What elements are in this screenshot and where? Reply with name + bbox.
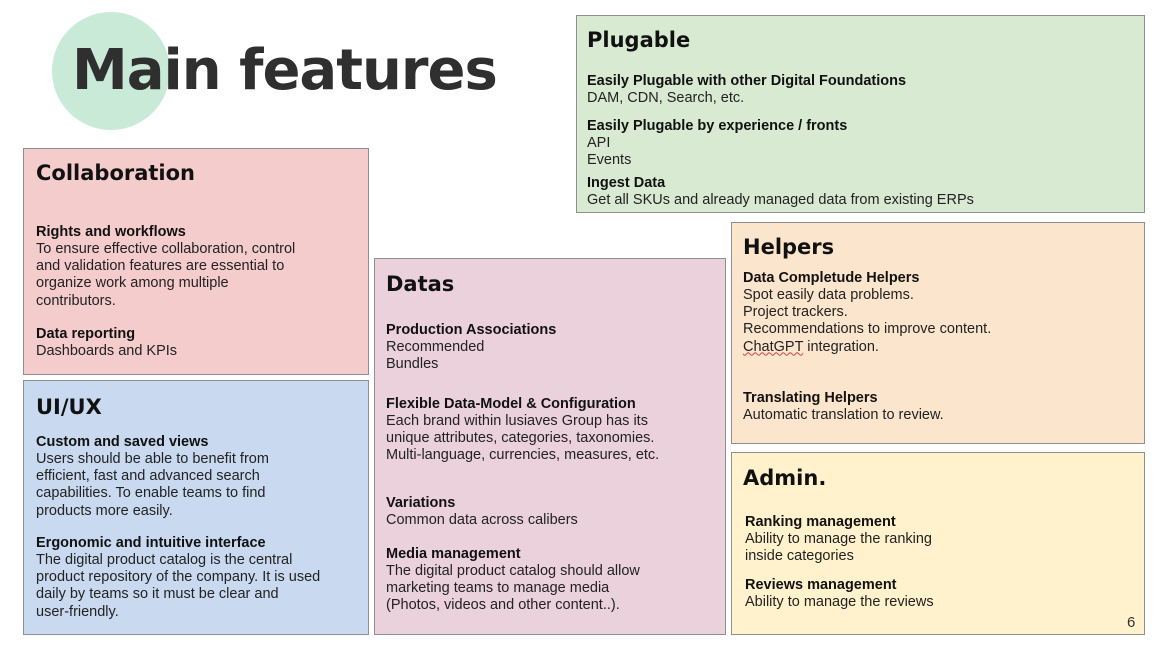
helpers-card: [731, 222, 1145, 444]
feature-item: [386, 396, 659, 465]
feature-text: DAM, CDN, Search, etc.: [587, 90, 745, 106]
feature-text: Dashboards and KPIs: [36, 343, 178, 359]
feature-text: daily by teams so it must be clear and: [36, 586, 279, 603]
feature-item: [36, 434, 269, 520]
feature-title: Data Completude Helpers: [743, 270, 920, 286]
feature-title: Ranking management: [745, 514, 896, 530]
card-heading: Datas: [386, 272, 455, 296]
card-heading: Helpers: [743, 235, 835, 259]
feature-item: [36, 224, 295, 310]
feature-title: Variations: [386, 495, 456, 511]
feature-title: Custom and saved views: [36, 434, 209, 450]
plugable-card: [576, 15, 1145, 213]
datas-card: [374, 258, 726, 635]
collaboration-card: [23, 148, 369, 375]
admin-card: [731, 452, 1145, 635]
feature-title: Translating Helpers: [743, 390, 878, 406]
feature-text: products more easily.: [36, 502, 173, 519]
feature-text: efficient, fast and advanced search: [36, 468, 260, 485]
feature-text: contributors.: [36, 292, 116, 309]
feature-text: and validation features are essential to: [36, 258, 285, 275]
page-number: 6: [1127, 614, 1136, 631]
feature-title: Reviews management: [745, 577, 897, 593]
feature-title: Easily Plugable by experience / fronts: [587, 118, 848, 134]
feature-text: capabilities. To enable teams to find: [36, 485, 266, 502]
feature-text: Recommendations to improve content.: [743, 321, 992, 338]
uiux-card: [23, 380, 369, 635]
feature-title: Flexible Data-Model & Configuration: [386, 396, 636, 412]
feature-item: [745, 514, 932, 565]
feature-text: unique attributes, categories, taxonomies.: [386, 430, 655, 447]
feature-text: Spot easily data problems.: [743, 287, 914, 303]
feature-text: Common data across calibers: [386, 512, 578, 528]
feature-text: Recommended: [386, 339, 485, 355]
page-title: Main features: [72, 38, 497, 103]
feature-text: Multi-language, currencies, measures, etc.: [386, 447, 660, 464]
feature-title: Data reporting: [36, 326, 136, 342]
feature-text: user-friendly.: [36, 603, 119, 620]
feature-item: [745, 577, 934, 611]
feature-item: [386, 546, 640, 615]
feature-title: Rights and workflows: [36, 224, 186, 240]
feature-text: The digital product catalog should allow: [386, 563, 640, 579]
card-heading: Collaboration: [36, 161, 196, 185]
feature-text: Get all SKUs and already managed data from existing ERPs: [587, 192, 974, 208]
feature-text: [743, 339, 991, 356]
card-heading: Plugable: [587, 28, 691, 52]
feature-text: Ability to manage the ranking: [745, 531, 932, 547]
spellcheck-word: ChatGPT: [743, 338, 804, 355]
feature-title: Media management: [386, 546, 521, 562]
feature-text: Bundles: [386, 356, 439, 373]
feature-text: Project trackers.: [743, 304, 848, 321]
feature-title: Production Associations: [386, 322, 557, 338]
feature-text: marketing teams to manage media: [386, 580, 610, 597]
card-heading: UI/UX: [36, 395, 102, 419]
feature-item: [386, 322, 556, 373]
feature-item: [743, 390, 944, 424]
feature-text: Events: [587, 152, 632, 169]
feature-title: Ergonomic and intuitive interface: [36, 535, 266, 551]
feature-item: [587, 73, 906, 107]
feature-item: [743, 270, 991, 356]
card-heading: Admin.: [743, 466, 827, 490]
feature-text: Automatic translation to review.: [743, 407, 944, 423]
feature-title: Ingest Data: [587, 175, 666, 191]
feature-text-rest: integration.: [803, 338, 879, 355]
feature-text: organize work among multiple: [36, 275, 229, 292]
feature-item: [386, 495, 578, 529]
feature-text: (Photos, videos and other content..).: [386, 597, 620, 614]
feature-item: [36, 326, 177, 360]
feature-text: Ability to manage the reviews: [745, 594, 934, 610]
feature-text: API: [587, 135, 611, 151]
feature-text: Each brand within lusiaves Group has its: [386, 413, 648, 429]
feature-title: Easily Plugable with other Digital Foundations: [587, 73, 907, 89]
feature-item: [587, 118, 847, 169]
feature-text: product repository of the company. It is used: [36, 569, 321, 586]
feature-text: Users should be able to benefit from: [36, 451, 269, 467]
feature-text: To ensure effective collaboration, control: [36, 241, 296, 257]
feature-item: [587, 175, 974, 209]
feature-item: [36, 535, 320, 621]
feature-text: The digital product catalog is the central: [36, 552, 293, 568]
feature-text: inside categories: [745, 548, 854, 565]
